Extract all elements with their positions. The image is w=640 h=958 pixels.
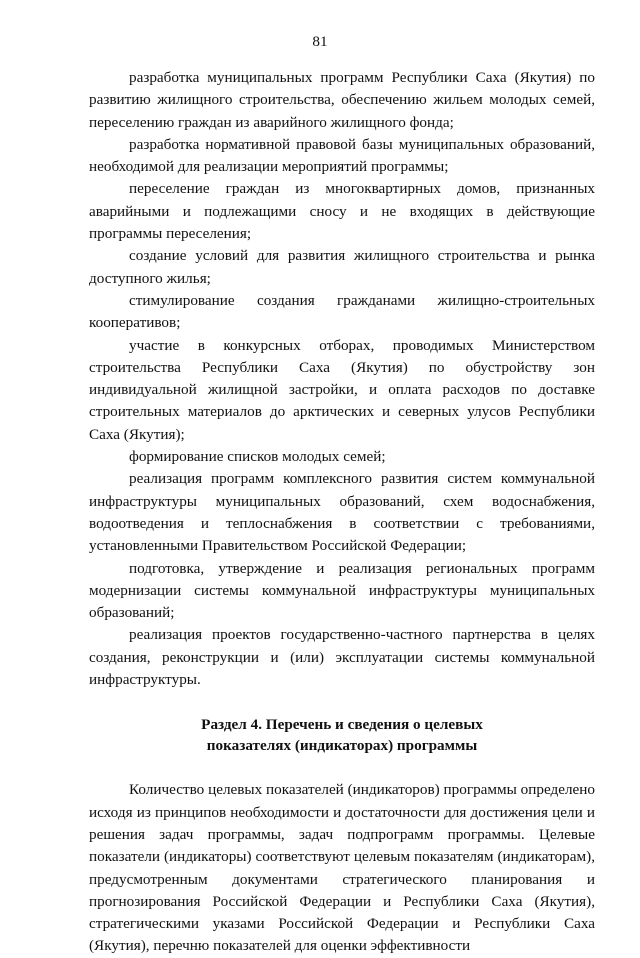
list-item: реализация программ комплексного развития систем коммунальной инфраструктуры муниципальных образований, схем водоснабжения, водоотведения и теплоснабжения в соответствии с требованиями, установленными Правительством Российской Федерации; — [89, 470, 595, 555]
list-item: формирование списков молодых семей; — [129, 448, 386, 466]
body-text — [89, 67, 595, 958]
list-item: разработка нормативной правовой базы муниципальных образований, необходимой для реализации мероприятий программы; — [89, 135, 595, 176]
list-item: стимулирование создания гражданами жилищно-строительных кооперативов; — [89, 291, 595, 332]
section-heading-line-1: Раздел 4. Перечень и сведения о целевых — [201, 716, 483, 734]
section-heading — [89, 714, 595, 756]
list-item: реализация проектов государственно-частного партнерства в целях создания, реконструкции и (или) эксплуатации системы коммунальной инфраструктуры. — [89, 626, 595, 689]
list-item: участие в конкурсных отборах, проводимых Министерством строительства Республики Саха (Якутия) по обустройству зон индивидуальной жилищной застройки, и оплата расходов по доставке строительных материалов до арктических и северных улусов Республики Саха (Якутия); — [89, 336, 595, 443]
list-item: создание условий для развития жилищного строительства и рынка доступного жилья; — [89, 247, 595, 287]
section-paragraph: Количество целевых показателей (индикаторов) программы определено исходя из принципов необходимости и достаточности для достижения цели и решения задач программы, задач подпрограмм программы. Целевые показатели (индикаторы) соответствуют целевым показателям (индикаторам), предусмотренным документами стратегического планирования и прогнозирования Российской Федерации и Республики Саха (Якутия), стратегическими указами Российской Федерации и Республики Саха (Якутия), перечню показателей для оценки эффективности — [89, 781, 595, 955]
section-heading-line-2: показателях (индикаторах) программы — [206, 737, 478, 755]
list-item: подготовка, утверждение и реализация региональных программ модернизации системы коммунальной инфраструктуры муниципальных образований; — [89, 559, 595, 622]
list-item: переселение граждан из многоквартирных домов, признанных аварийными и подлежащими сносу и не входящих в действующие программы переселения; — [89, 180, 595, 243]
page-number: 81 — [312, 33, 328, 50]
list-item: разработка муниципальных программ Республики Саха (Якутия) по развитию жилищного строительства, обеспечению жильем молодых семей, переселению граждан из аварийного жилищного фонда; — [89, 69, 595, 131]
